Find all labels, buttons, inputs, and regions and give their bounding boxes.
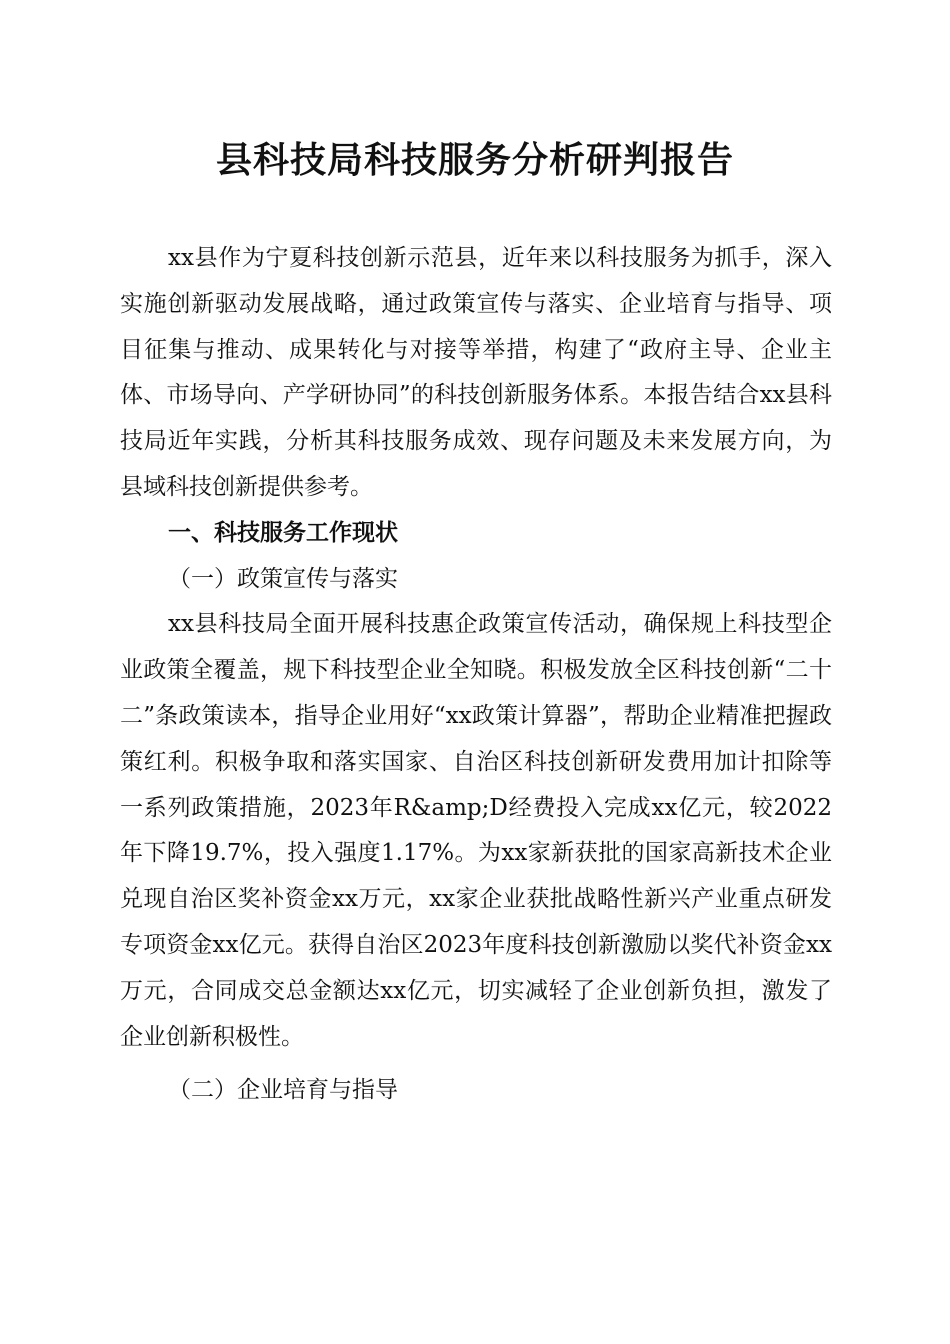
policy-paragraph: xx县科技局全面开展科技惠企政策宣传活动，确保规上科技型企业政策全覆盖，规下科技型企业全知晓。积极发放全区科技创新“二十二”条政策读本，指导企业用好“xx政策计算器”，帮助企业精准把握政策红利。积极争取和落实国家、自治区科技创新研发费用加计扣除等一系列政策措施，2023年R&amp;D经费投入完成xx亿元，较2022年下降19.7%，投入强度1.17%。为xx家新获批的国家高新技术企业兑现自治区奖补资金xx万元，xx家企业获批战略性新兴产业重点研发专项资金xx亿元。获得自治区2023年度科技创新激励以奖代补资金xx万元，合同成交总金额达xx亿元，切实减轻了企业创新负担，激发了企业创新积极性。 — [120, 611, 832, 1050]
subsection-heading-1: （一）政策宣传与落实 — [168, 565, 398, 592]
intro-paragraph: xx县作为宁夏科技创新示范县，近年来以科技服务为抓手，深入实施创新驱动发展战略，通过政策宣传与落实、企业培育与指导、项目征集与推动、成果转化与对接等举措，构建了“政府主导、企业主体、市场导向、产学研协同”的科技创新服务体系。本报告结合xx县科技局近年实践，分析其科技服务成效、现存问题及未来发展方向，为县域科技创新提供参考。 — [120, 245, 832, 500]
section-heading-1: 一、科技服务工作现状 — [168, 519, 398, 546]
document-body — [120, 236, 832, 1114]
subsection-heading-2: （二）企业培育与指导 — [168, 1077, 398, 1104]
document-title: 县科技局科技服务分析研判报告 — [215, 140, 734, 181]
